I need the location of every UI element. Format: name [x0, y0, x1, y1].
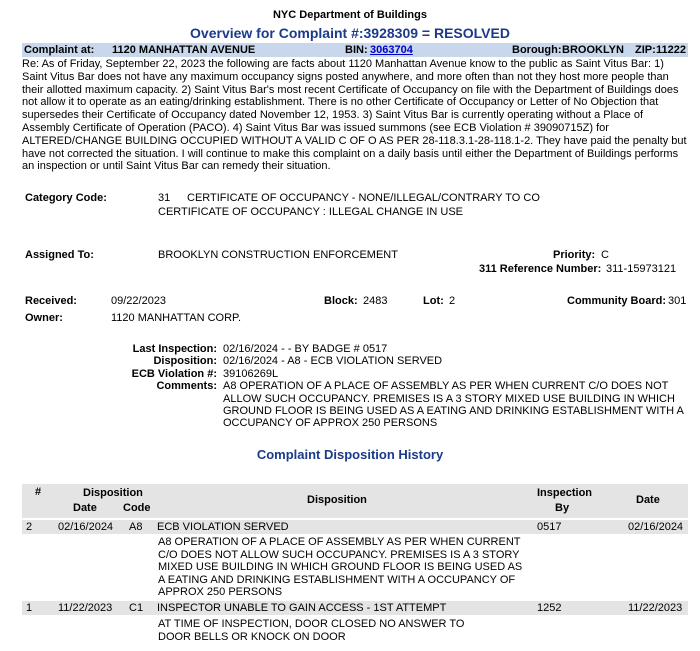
received-label: Received:	[25, 295, 77, 307]
bin-link[interactable]: 3063704	[370, 44, 413, 56]
page-title: Overview for Complaint #:3928309 = RESOLVED	[190, 25, 510, 41]
assigned-to-value: BROOKLYN CONSTRUCTION ENFORCEMENT	[158, 249, 398, 261]
category-code-label: Category Code:	[25, 192, 107, 204]
row-code: C1	[129, 602, 144, 614]
last-inspection-label: Last Inspection:	[132, 343, 217, 355]
priority-value: C	[601, 249, 609, 261]
complaint-bar	[22, 43, 688, 57]
org-name: NYC Department of Buildings	[272, 9, 427, 21]
priority-label: Priority:	[553, 249, 596, 261]
row-detail: AT TIME OF INSPECTION, DOOR CLOSED NO ANSWER TO DOOR BELLS OR KNOCK ON DOOR	[158, 618, 465, 643]
block-label: Block:	[324, 295, 358, 307]
borough-label: Borough:	[512, 44, 562, 56]
category-line1: CERTIFICATE OF OCCUPANCY - NONE/ILLEGAL/CONTRARY TO CO	[187, 192, 540, 204]
col-inspection-header: Inspection	[537, 487, 593, 499]
comments-value: A8 OPERATION OF A PLACE OF ASSEMBLY AS PER WHEN CURRENT C/O DOES NOT ALLOW SUCH OCCUPANCY. PREMISES IS A 3 STORY MIXED USE BUILDING IN WHICH GROUND FLOOR IS BEING USED AS A EATING AND DRINKING ESTABLISHMENT WITH A OCCUPANCY OF APPROX 250 PERSONS	[223, 380, 684, 430]
col-num-header: #	[35, 486, 42, 498]
col-disposition-group-header: Disposition	[83, 487, 143, 499]
col-by-header: By	[555, 502, 570, 514]
col-code-header: Code	[123, 502, 151, 514]
row-date2: 02/16/2024	[628, 521, 684, 533]
lot-label: Lot:	[423, 295, 444, 307]
ref-number-label: 311 Reference Number:	[479, 263, 602, 275]
borough-value: BROOKLYN	[562, 44, 624, 56]
owner-value: 1120 MANHATTAN CORP.	[111, 312, 241, 324]
complaint-description: Re: As of Friday, September 22, 2023 the following are facts about 1120 Manhattan Avenue know to the public as Saint Vitus Bar: 1) Saint Vitus Bar does not have any maximum occupancy signs posted anywhere, and more often than not they host more people than their allotted maximum capacity. 2) Saint Vitus Bar's most recent Certificate of Occupancy on file with the Department of Buildings does not allow it to operate as an eating/drinking establishment. There is no other Certificate of Occupancy or Letter of No Objection that supersedes their Certificate of Occupancy dated November 12, 1953. 3) Saint Vitus Bar is currently operating without a Place of Assembly Certificate of Operation (PACO). 4) Saint Vitus Bar was issued summons (see ECB Violation # 39090715Z) for ALTERED/CHANGE BUILDING OCCUPIED WITHOUT A VALID C OF O AS PER 28-118.3.1-28-118.1-2. They have paid the penalty but have not corrected the situation. I will continue to make this complaint on a daily basis until either the Department of Buildings performs an inspection or until Saint Vitus Bar can remedy their situation.	[22, 58, 687, 173]
history-title: Complaint Disposition History	[256, 447, 444, 462]
owner-label: Owner:	[25, 312, 63, 324]
last-inspection-value: 02/16/2024 - - BY BADGE # 0517	[223, 343, 388, 355]
row-inspection-by: 1252	[537, 602, 562, 614]
assigned-to-label: Assigned To:	[25, 249, 94, 261]
row-detail: A8 OPERATION OF A PLACE OF ASSEMBLY AS PER WHEN CURRENT C/O DOES NOT ALLOW SUCH OCCUPANCY. PREMISES IS A 3 STORY MIXED USE BUILDING IN WHICH GROUND FLOOR IS BEING USED AS A EATING AND DRINKING ESTABLISHMENT WITH A OCCUPANCY OF APPROX 250 PERSONS	[158, 536, 523, 599]
row-code: A8	[129, 521, 143, 533]
complaint-at-label: Complaint at:	[24, 44, 95, 56]
row-date: 02/16/2024	[58, 521, 114, 533]
lot-value: 2	[449, 295, 456, 307]
col-date2-header: Date	[636, 494, 660, 506]
bin-label: BIN:	[345, 44, 368, 56]
category-line2: CERTIFICATE OF OCCUPANCY : ILLEGAL CHANGE IN USE	[158, 206, 464, 218]
row-date2: 11/22/2023	[628, 602, 683, 614]
disposition-value: 02/16/2024 - A8 - ECB VIOLATION SERVED	[223, 355, 443, 368]
row-num: 1	[26, 602, 33, 614]
ecb-violation-value: 39106269L	[223, 367, 279, 380]
row-inspection-by: 0517	[537, 521, 562, 533]
row-num: 2	[26, 521, 33, 533]
disposition-label: Disposition:	[153, 355, 217, 368]
table-row	[22, 601, 688, 615]
zip-label: ZIP:	[635, 44, 656, 56]
complaint-address: 1120 MANHATTAN AVENUE	[112, 44, 256, 56]
zip-value: 11222	[656, 44, 686, 56]
category-code: 31	[158, 192, 171, 204]
ref-number-value: 311-15973121	[606, 263, 677, 275]
community-board-label: Community Board:	[567, 295, 666, 307]
table-row	[22, 520, 688, 534]
community-board-value: 301	[668, 295, 687, 307]
received-value: 09/22/2023	[111, 295, 167, 307]
ecb-violation-label: ECB Violation #:	[131, 367, 217, 380]
comments-label: Comments:	[156, 380, 217, 393]
block-value: 2483	[363, 295, 388, 307]
col-disposition-header: Disposition	[307, 494, 367, 506]
history-table-header	[22, 484, 688, 518]
inspection-block	[131, 343, 691, 430]
row-disposition: INSPECTOR UNABLE TO GAIN ACCESS - 1ST ATTEMPT	[157, 602, 447, 614]
row-date: 11/22/2023	[58, 602, 113, 614]
col-date-header: Date	[73, 502, 97, 514]
row-disposition: ECB VIOLATION SERVED	[157, 521, 289, 533]
